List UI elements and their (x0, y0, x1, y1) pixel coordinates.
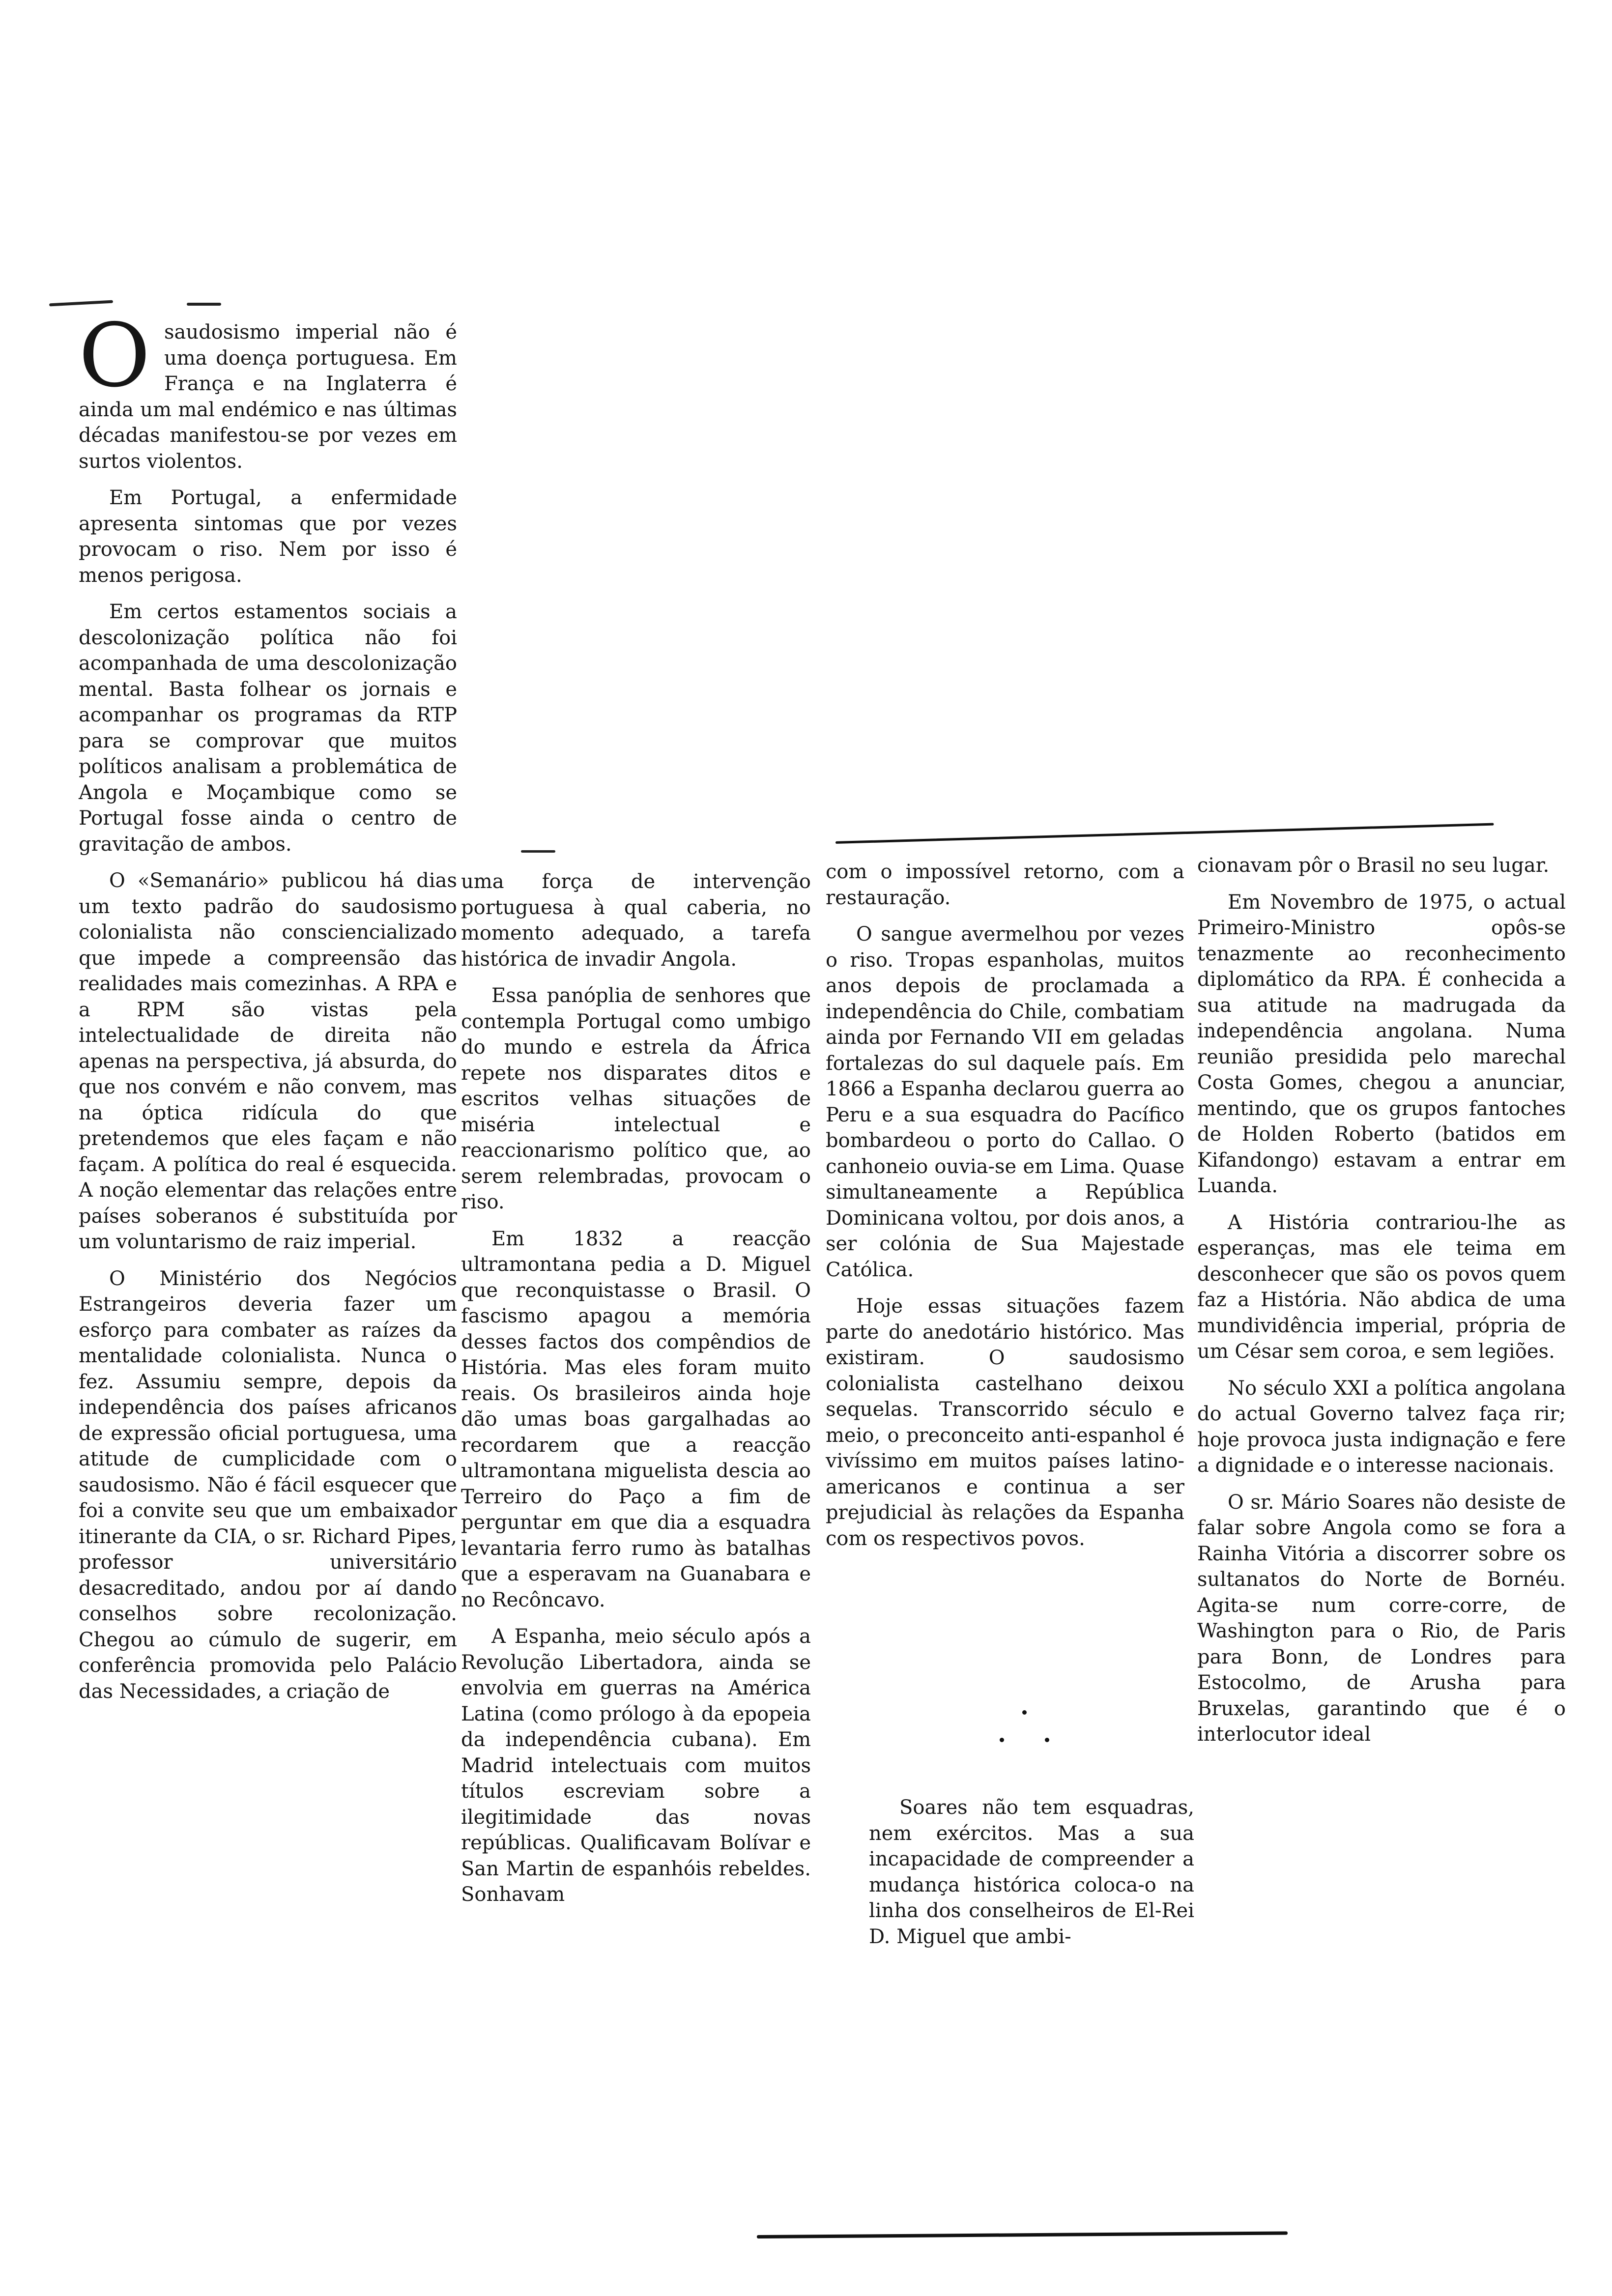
col3-paragraph-2: O sangue avermelhou por vezes o riso. Tropas espanholas, muitos anos depois de proclamada a independência do Chile, combatiam ainda por Fernando VII em geladas fortalezas do sul daquele país. Em 1866 a Espanha declarou guerra ao Peru e a sua esquadra do Pacífico bombardeou o porto do Callao. O canhoneio ouvia-se em Lima. Quase simultaneamente a República Dominicana voltou, por dois anos, a ser colónia de Sua Majestade Católica. (826, 923, 1184, 1281)
col4-paragraph-2: Em Novembro de 1975, o actual Primeiro-Ministro opôs-se tenazmente ao reconhecimento diplomático da RPA. É conhecida a sua atitude na madrugada da independência angolana. Numa reunião presidida pelo marechal Costa Gomes, chegou a anunciar, mentindo, que os grupos fantoches de Holden Roberto (batidos em Kifandongo) estavam a entrar em Luanda. (1197, 890, 1566, 1197)
col3-continuation-paragraph: Soares não tem esquadras, nem exércitos. Mas a sua incapacidade de compreender a mudança histórica coloca-o na linha dos conselheiros de El-Rei D. Miguel que ambi- (869, 1796, 1194, 1948)
scan-mark-col2-top (521, 850, 555, 853)
col1-paragraph-4: O «Semanário» publicou há dias um texto padrão do saudosismo colonialista não consciencializado que impede a compreensão das realidades mais comezinhas. A RPA e a RPM são vistas pela intelectualidade de direita não apenas na perspectiva, já absurda, do que nos convém e não convem, mas na óptica ridícula do que pretendemos que eles façam e não façam. A política do real é esquecida. A noção elementar das relações entre países soberanos é substituída por um voluntarismo de raiz imperial. (79, 869, 457, 1253)
section-break-dot-1 (1022, 1710, 1027, 1715)
col1-paragraph-2: Em Portugal, a enfermidade apresenta sintomas que por vezes provocam o riso. Nem por isso é menos perigosa. (79, 487, 457, 587)
col2-paragraph-4: A Espanha, meio século após a Revolução Libertadora, ainda se envolvia em guerras na América Latina (como prólogo à da epopeia da independência cubana). Em Madrid intelectuais com muitos títulos escreviam sobre a ilegitimidade das novas repúblicas. Qualificavam Bolívar e San Martin de espanhóis rebeldes. Sonhavam (461, 1625, 811, 1906)
col2-paragraph-3: Em 1832 a reacção ultramontana pedia a D. Miguel que reconquistasse o Brasil. O fascismo apagou a memória desses factos dos compêndios de História. Mas eles foram muito reais. Os brasileiros ainda hoje dão umas boas gargalhadas ao recordarem que a reacção ultramontana miguelista descia ao Terreiro do Paço a fim de perguntar em que dia a esquadra levantaria ferro rumo às batalhas que a esperavam na Guanabara e no Recôncavo. (461, 1227, 811, 1611)
article-column-3-continuation (869, 1795, 1194, 1960)
scan-mark-top-left-2 (187, 303, 221, 306)
col4-paragraph-3: A História contrariou-lhe as esperanças, mas ele teima em desconhecer que são os povos quem faz a História. Não abdica de uma mundividência imperial, própria de um César sem coroa, e sem legiões. (1197, 1211, 1566, 1363)
article-column-3 (826, 859, 1184, 1562)
drop-cap: O (79, 305, 150, 406)
col1-paragraph-1 (79, 305, 457, 474)
col2-paragraph-2: Essa panóplia de senhores que contempla Portugal como umbigo do mundo e estrela da África repete nos disparates ditos e escritos velhas situações de miséria intelectual e reaccionarismo político que, ao serem relembradas, provocam o riso. (461, 984, 811, 1213)
section-break-dot-3 (1045, 1738, 1049, 1742)
col1-paragraph-5: O Ministério dos Negócios Estrangeiros deveria fazer um esforço para combater as raízes da mentalidade colonialista. Nunca o fez. Assumiu sempre, depois da independência dos países africanos de expressão oficial portuguesa, uma atitude de cumplicidade com o saudosismo. Não é fácil esquecer que foi a convite seu que um embaixador itinerante da CIA, o sr. Richard Pipes, professor universitário desacreditado, andou por aí dando conselhos sobre recolonização. Chegou ao cúmulo de sugerir, em conferência promovida pelo Palácio das Necessidades, a criação de (79, 1267, 457, 1703)
section-break-dot-2 (1000, 1738, 1004, 1742)
bottom-rule-line (757, 2231, 1288, 2239)
col2-paragraph-1: uma força de intervenção portuguesa à qual caberia, no momento adequado, a tarefa histórica de invadir Angola. (461, 870, 811, 971)
article-column-2 (461, 869, 811, 1919)
col1-paragraph-3: Em certos estamentos sociais a descolonização política não foi acompanhada de uma descolonização mental. Basta folhear os jornais e acompanhar os programas da RTP para se comprovar que muitos políticos analisam a problemática de Angola e Moçambique como se Portugal fosse ainda o centro de gravitação de ambos. (79, 601, 457, 856)
article-column-1 (79, 305, 457, 1715)
article-column-4 (1197, 853, 1566, 1758)
col3-paragraph-3: Hoje essas situações fazem parte do anedotário histórico. Mas existiram. O saudosismo colonialista castelhano deixou sequelas. Transcorrido século e meio, o preconceito anti-espanhol é vivíssimo em muitos países latino-americanos e continua a ser prejudicial às relações da Espanha com os respectivos povos. (826, 1295, 1184, 1550)
col4-paragraph-5: O sr. Mário Soares não desiste de falar sobre Angola como se fora a Rainha Vitória a discorrer sobre os sultanatos do Norte de Bornéu. Agita-se num corre-corre, de Washington para o Rio, de Paris para Bonn, de Londres para Estocolmo, de Arusha para Bruxelas, garantindo que é o interlocutor ideal (1197, 1491, 1566, 1746)
col1-paragraph-1-text: saudosismo imperial não é uma doença portuguesa. Em França e na Inglaterra é ainda um mal endémico e nas últimas décadas manifestou-se por vezes em surtos violentos. (79, 321, 457, 473)
col4-paragraph-1: cionavam pôr o Brasil no seu lugar. (1197, 854, 1550, 877)
col4-paragraph-4: No século XXI a política angolana do actual Governo talvez faça rir; hoje provoca justa indignação e fere a dignidade e o interesse nacionais. (1197, 1377, 1566, 1477)
col3-paragraph-1: com o impossível retorno, com a restauração. (826, 861, 1184, 909)
top-rule-right (835, 823, 1494, 844)
